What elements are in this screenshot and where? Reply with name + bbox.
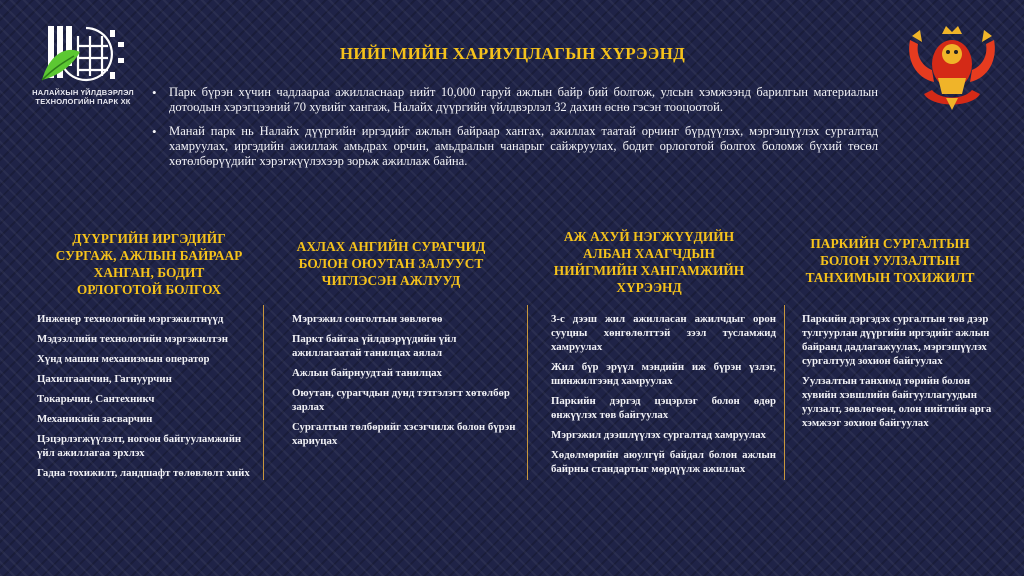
intro-bullets: [150, 85, 878, 178]
garuda-emblem-icon: [902, 20, 1002, 112]
list-item: Жил бүр эрүүл мэндийн иж бүрэн үзлэг, шинжилгээнд хамруулах: [551, 361, 776, 387]
column-list-professions: [37, 312, 259, 486]
garuda-emblem: [902, 20, 1002, 112]
column-divider: [527, 305, 528, 480]
list-item: Мэргэжил дээшлүүлэх сургалтад хамруулах: [551, 429, 766, 441]
page-title: НИЙГМИЙН ХАРИУЦЛАГЫН ХҮРЭЭНД: [339, 44, 686, 63]
heading-line: ДҮҮРГИЙН ИРГЭДИЙГ: [72, 231, 226, 246]
list-item: Инженер технологийн мэргэжилтнүүд: [37, 313, 224, 325]
list-item: Цахилгаанчин, Гагнуурчин: [37, 373, 172, 385]
list-item: Хөдөлмөрийн аюулгүй байдал болон ажлын байрны стандартыг мөрдүүлж ажиллах: [551, 449, 776, 475]
heading-line: ПАРКИЙН СУРГАЛТЫН: [810, 236, 970, 251]
intro-paragraph: • Парк бүрэн хүчин чадлаараа ажилласнаар нийт 10,000 гаруй ажлын байр бий болгож, улсын хэмжээнд барилгын материалын дотоодын хэрэгцээний 70 хувийг хангаж, Налайх дүүргийн үйлдвэрлэл 32 дахин өснө гэсэн тооцоотой.: [150, 85, 878, 115]
list-item: Уулзалтын танхимд төрийн болон хувийн хэвшлийн байгууллагуудын уулзалт, зөвлөгөөн, олон нийтийн арга хэмжээг зохион байгуулах: [802, 375, 992, 429]
heading-line: АХЛАХ АНГИЙН СУРАГЧИД: [296, 239, 486, 254]
column-heading-employees-welfare: [530, 228, 768, 296]
list-item: Хүнд машин механизмын оператор: [37, 353, 210, 365]
heading-line: БОЛОН ОЮУТАН ЗАЛУУСТ: [298, 256, 484, 271]
heading-line: АЖ АХУЙ НЭГЖҮҮДИЙН: [563, 229, 735, 244]
list-item: Цэцэрлэгжүүлэлт, ногоон байгууламжийн үйл ажиллагаа эрхлэх: [37, 433, 242, 459]
list-item: Паркийн дэргэд цэцэрлэг болон өдөр өнжүүлэх төв байгуулах: [551, 395, 776, 421]
company-name-line1: НАЛАЙХЫН ҮЙЛДВЭРЛЭЛ: [32, 88, 134, 97]
list-item: Паркт байгаа үйлдвэрүүдийн үйл ажиллагаатай танилцах аялал: [292, 333, 457, 359]
company-name-line2: ТЕХНОЛОГИЙН ПАРК ХК: [35, 97, 131, 106]
column-heading-students: [272, 238, 510, 289]
list-item: Оюутан, сурагчдын дунд тэтгэлэгт хөтөлбөр зарлах: [292, 387, 510, 413]
column-heading-training-hall: [790, 235, 990, 286]
column-list-students: [292, 312, 524, 454]
heading-line: ХҮРЭЭНД: [616, 280, 682, 295]
list-item: Мэргэжил сонголтын зөвлөгөө: [292, 313, 443, 325]
heading-line: СУРГАЖ, АЖЛЫН БАЙРААР: [55, 248, 243, 263]
heading-line: ОРЛОГОТОЙ БОЛГОХ: [76, 282, 222, 297]
heading-line: ТАНХИМЫН ТОХИЖИЛТ: [805, 270, 975, 285]
list-item: Паркийн дэргэдэх сургалтын төв дээр тулгуурлан дүүргийн иргэдийг ажлын байранд дадлагажуулах, мэргэшүүлэх сургалтууд зохион байгуулах: [802, 313, 990, 367]
column-list-training-hall: [802, 312, 998, 436]
leaf-gear-building-icon: [28, 22, 138, 86]
heading-line: БОЛОН УУЛЗАЛТЫН: [820, 253, 960, 268]
column-heading-residents-training: [44, 230, 254, 298]
list-item: Ажлын байрнуудтай танилцах: [292, 367, 442, 379]
list-item: Гадна тохижилт, ландшафт төлөвлөлт хийх: [37, 467, 250, 479]
company-logo: [18, 22, 148, 117]
heading-line: АЛБАН ХААГЧДЫН: [583, 246, 715, 261]
heading-line: НИЙГМИЙН ХАНГАМЖИЙН: [553, 263, 745, 278]
column-divider: [263, 305, 264, 480]
heading-line: ЧИГЛЭСЭН АЖЛУУД: [321, 273, 461, 288]
list-item: 3-с дээш жил ажилласан ажилчдыг орон сууцны хөнгөлөлттэй зээл тусламжид хамруулах: [551, 313, 776, 353]
list-item: Механикийн засварчин: [37, 413, 153, 425]
list-item: Сургалтын төлбөрийг хэсэгчилж болон бүрэн хариуцах: [292, 421, 516, 447]
column-list-welfare: [551, 312, 776, 482]
column-divider: [784, 305, 785, 480]
heading-line: ХАНГАН, БОДИТ: [93, 265, 205, 280]
list-item: Токарьчин, Сантехникч: [37, 393, 155, 405]
list-item: Мэдээллийн технологийн мэргэжилтэн: [37, 333, 228, 345]
intro-paragraph: • Манай парк нь Налайх дүүргийн иргэдийг ажлын байраар хангах, ажиллах таатай орчинг бүрдүүлэх, мэргэшүүлэх сургалтад хамруулах, иргэдийн ажиллаж амьдрах орчин, амьдралын чанарыг сайжруулах, бодит орлоготой болгох боломж бүхий төсөл хөтөлбөрүүдийг хэрэгжүүлэхээр зорьж ажиллаж байна.: [150, 124, 878, 169]
